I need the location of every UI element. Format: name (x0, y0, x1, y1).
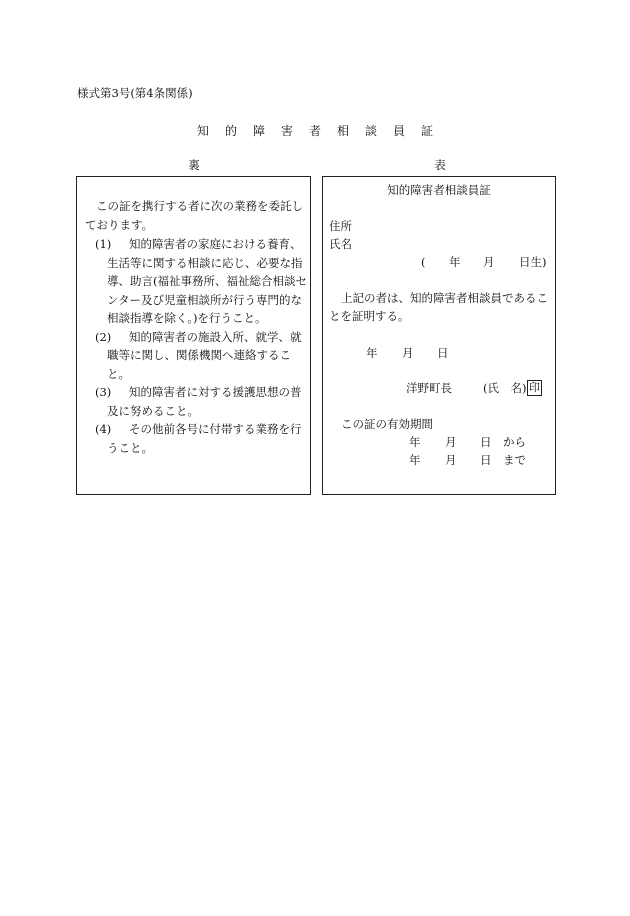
issue-year: 年 (366, 346, 378, 360)
duty-item (85, 328, 307, 384)
duty-item (85, 235, 307, 328)
valid-to-month: 月 (445, 453, 457, 467)
back-intro: この証を携行する者に次の業務を委託しております。 (85, 199, 303, 232)
form-number: 様式第3号(第4条関係) (77, 86, 193, 100)
issuer-name: (氏 名) (483, 381, 527, 395)
valid-to-day: 日 (480, 453, 492, 467)
back-heading: 裏 (188, 158, 200, 172)
duty-number: (1) (95, 237, 112, 251)
birth-month: 月 (483, 255, 495, 269)
valid-from-year: 年 (409, 435, 421, 449)
duty-item (85, 420, 307, 457)
valid-to-year: 年 (409, 453, 421, 467)
document-title: 知的障害者相談員証 (196, 124, 449, 138)
duty-number: (3) (95, 385, 112, 399)
valid-from-month: 月 (445, 435, 457, 449)
seal-stamp: 印 (529, 381, 540, 394)
validity-label: この証の有効期間 (341, 417, 433, 431)
duty-text: 知的障害者の家庭における養育、生活等に関する相談に応じ、必要な指導、助言(福祉事務所、福祉総合相談センター及び児童相談所が行う専門的な相談指導を除く。)を行うこと。 (107, 237, 307, 325)
birth-year: 年 (449, 255, 461, 269)
valid-from-day: 日 (480, 435, 492, 449)
statement-line-2: とを証明する。 (329, 309, 410, 323)
front-panel (322, 176, 556, 495)
seal-wrap (527, 378, 542, 397)
birth-day: 日生) (519, 255, 547, 269)
issuer-title: 洋野町長 (406, 381, 452, 395)
back-panel (76, 176, 311, 495)
front-heading: 表 (434, 158, 446, 172)
address-label: 住所 (329, 219, 352, 233)
statement-line-1: 上記の者は、知的障害者相談員であるこ (341, 291, 548, 305)
card-title: 知的障害者相談員証 (387, 183, 491, 197)
valid-to-suffix: まで (503, 453, 526, 467)
duty-list (85, 235, 307, 457)
duty-item (85, 383, 307, 420)
duty-text: 知的障害者の施設入所、就学、就職等に関し、関係機関へ連絡すること。 (107, 329, 302, 381)
duty-number: (4) (95, 422, 112, 436)
birth-open: ( (421, 255, 426, 269)
duty-text: その他前各号に付帯する業務を行うこと。 (107, 422, 302, 455)
duty-text: 知的障害者に対する援護思想の普及に努めること。 (107, 385, 302, 418)
name-label: 氏名 (329, 237, 352, 251)
duty-number: (2) (95, 329, 112, 344)
issue-day: 日 (437, 346, 449, 360)
issue-month: 月 (402, 346, 414, 360)
valid-from-suffix: から (503, 435, 526, 449)
